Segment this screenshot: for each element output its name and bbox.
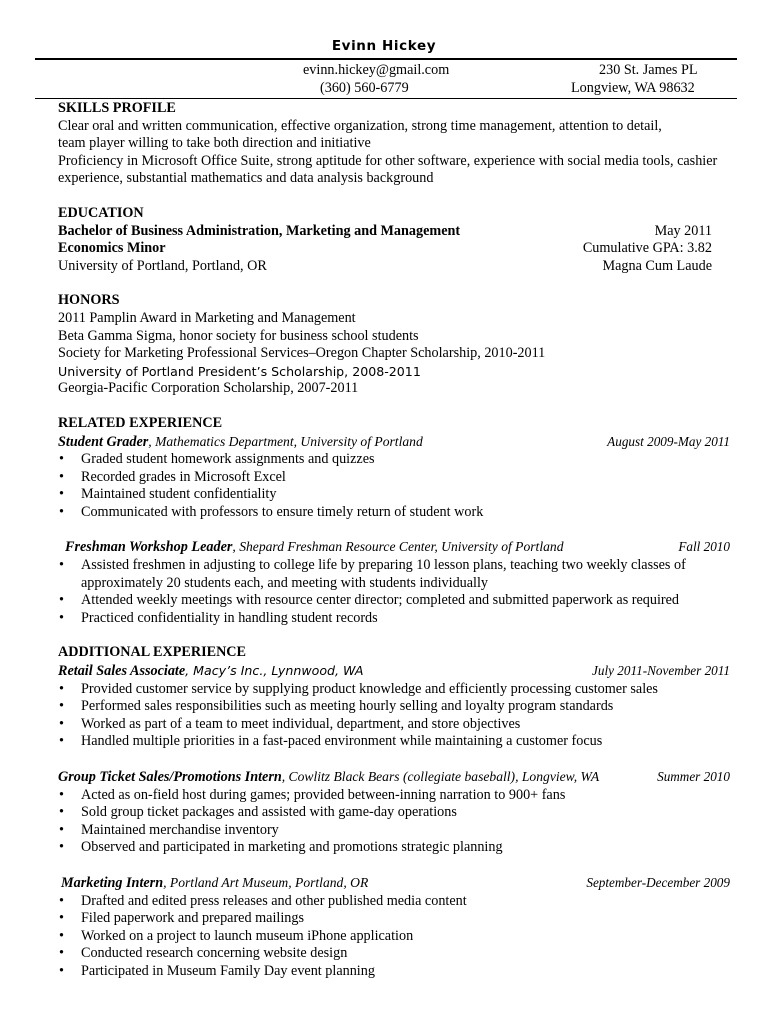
job-title: Retail Sales Associate — [58, 663, 186, 680]
education-school-row — [58, 258, 712, 276]
job-bullet: • Worked on a project to launch museum iPhone application — [58, 928, 730, 946]
honor-item: Society for Marketing Professional Services–Oregon Chapter Scholarship, 2010-2011 — [58, 345, 546, 362]
job-bullet: • Sold group ticket packages and assisted with game-day operations — [58, 804, 730, 822]
job-bullet: • Observed and participated in marketing and promotions strategic planning — [58, 839, 730, 857]
education-degree-row — [58, 223, 712, 241]
honors-heading: HONORS — [58, 292, 120, 309]
job-date: August 2009-May 2011 — [607, 433, 730, 449]
job-bullet: • Practiced confidentiality in handling student records — [58, 610, 730, 628]
job-header — [58, 874, 730, 893]
contact-email: evinn.hickey@gmail.com — [303, 62, 450, 78]
contact-phone: (360) 560-6779 — [320, 80, 409, 96]
job-bullets — [58, 557, 730, 627]
education-date: May 2011 — [654, 222, 712, 239]
job-title: Group Ticket Sales/Promotions Intern — [58, 769, 282, 785]
honor-item: University of Portland President’s Scholarship, 2008-2011 — [58, 363, 421, 379]
job-bullets — [58, 787, 730, 857]
job-bullets — [58, 681, 730, 751]
job-bullet: • Communicated with professors to ensure timely return of student work — [58, 504, 730, 522]
job-org: , Shepard Freshman Resource Center, University of Portland — [232, 539, 564, 555]
job-bullet: • Recorded grades in Microsoft Excel — [58, 469, 730, 487]
job-title: Marketing Intern — [61, 874, 164, 891]
skills-line: team player willing to take both direction and initiative — [58, 135, 371, 152]
honor-item: Georgia-Pacific Corporation Scholarship, 2007-2011 — [58, 380, 359, 397]
job-header — [58, 433, 730, 452]
job-date: July 2011-November 2011 — [592, 663, 730, 679]
job-bullet: • Assisted freshmen in adjusting to college life by preparing 10 lesson plans, teaching two weekly classes of approximately 20 students each, and meeting with students individually — [58, 557, 730, 592]
job-bullet: • Attended weekly meetings with resource center director; completed and submitted paperwork as required — [58, 592, 730, 610]
job-org: , Cowlitz Black Bears (collegiate baseball), Longview, WA — [281, 769, 600, 784]
job-org: , Mathematics Department, University of Portland — [148, 433, 423, 449]
job-org: , Portland Art Museum, Portland, OR — [163, 874, 369, 890]
job-bullets — [58, 451, 730, 521]
job-title: Freshman Workshop Leader — [65, 539, 233, 556]
job-org: , Macy’s Inc., Lynnwood, WA — [185, 663, 364, 679]
job-bullet: • Handled multiple priorities in a fast-paced environment while maintaining a customer focus — [58, 733, 730, 751]
job-bullet: • Acted as on-field host during games; provided between-inning narration to 900+ fans — [58, 787, 730, 805]
job-header — [58, 662, 730, 681]
skills-line: Proficiency in Microsoft Office Suite, strong aptitude for other software, experience with social media tools, cashier — [58, 152, 718, 169]
job-date: Fall 2010 — [678, 539, 730, 555]
job-title: Student Grader — [58, 433, 149, 450]
job-bullet: • Filed paperwork and prepared mailings — [58, 910, 730, 928]
job-date: September-December 2009 — [586, 874, 730, 890]
job-bullet: • Performed sales responsibilities such as meeting hourly selling and loyalty program standards — [58, 698, 730, 716]
job-bullet: • Graded student homework assignments and quizzes — [58, 451, 730, 469]
job-date: Summer 2010 — [657, 769, 730, 784]
job-bullet: • Maintained merchandise inventory — [58, 822, 730, 840]
honor-item: Beta Gamma Sigma, honor society for business school students — [58, 327, 419, 344]
skills-heading: SKILLS PROFILE — [58, 100, 176, 116]
skills-line: Clear oral and written communication, effective organization, strong time management, attention to detail, — [58, 117, 662, 134]
additional-heading: ADDITIONAL EXPERIENCE — [58, 644, 247, 661]
education-degree: Bachelor of Business Administration, Marketing and Management — [58, 222, 461, 239]
job-bullet: • Provided customer service by supplying product knowledge and efficiently processing customer sales — [58, 681, 730, 699]
job-bullet: • Participated in Museum Family Day event planning — [58, 963, 730, 981]
education-gpa: Cumulative GPA: 3.82 — [582, 240, 712, 257]
related-heading: RELATED EXPERIENCE — [58, 414, 223, 431]
job-header — [58, 538, 730, 557]
education-minor-row — [58, 240, 712, 258]
education-school: University of Portland, Portland, OR — [58, 257, 267, 274]
job-bullet: • Conducted research concerning website design — [58, 945, 730, 963]
job-bullet: • Drafted and edited press releases and other published media content — [58, 893, 730, 911]
header-bottom-rule — [35, 98, 737, 99]
resume-name: Evinn Hickey — [331, 38, 437, 54]
education-honor: Magna Cum Laude — [602, 257, 712, 274]
job-header — [58, 768, 730, 787]
job-bullet: • Worked as part of a team to meet individual, department, and store objectives — [58, 716, 730, 734]
header-top-rule — [35, 58, 737, 60]
contact-address-line1: 230 St. James PL — [599, 62, 698, 78]
job-bullets — [58, 893, 730, 981]
education-heading: EDUCATION — [58, 204, 144, 221]
contact-address-line2: Longview, WA 98632 — [571, 80, 695, 96]
honor-item: 2011 Pamplin Award in Marketing and Management — [58, 309, 356, 326]
job-bullet: • Maintained student confidentiality — [58, 486, 730, 504]
resume-body — [58, 100, 730, 981]
skills-line: experience, substantial mathematics and data analysis background — [58, 170, 434, 187]
education-minor: Economics Minor — [58, 240, 166, 257]
